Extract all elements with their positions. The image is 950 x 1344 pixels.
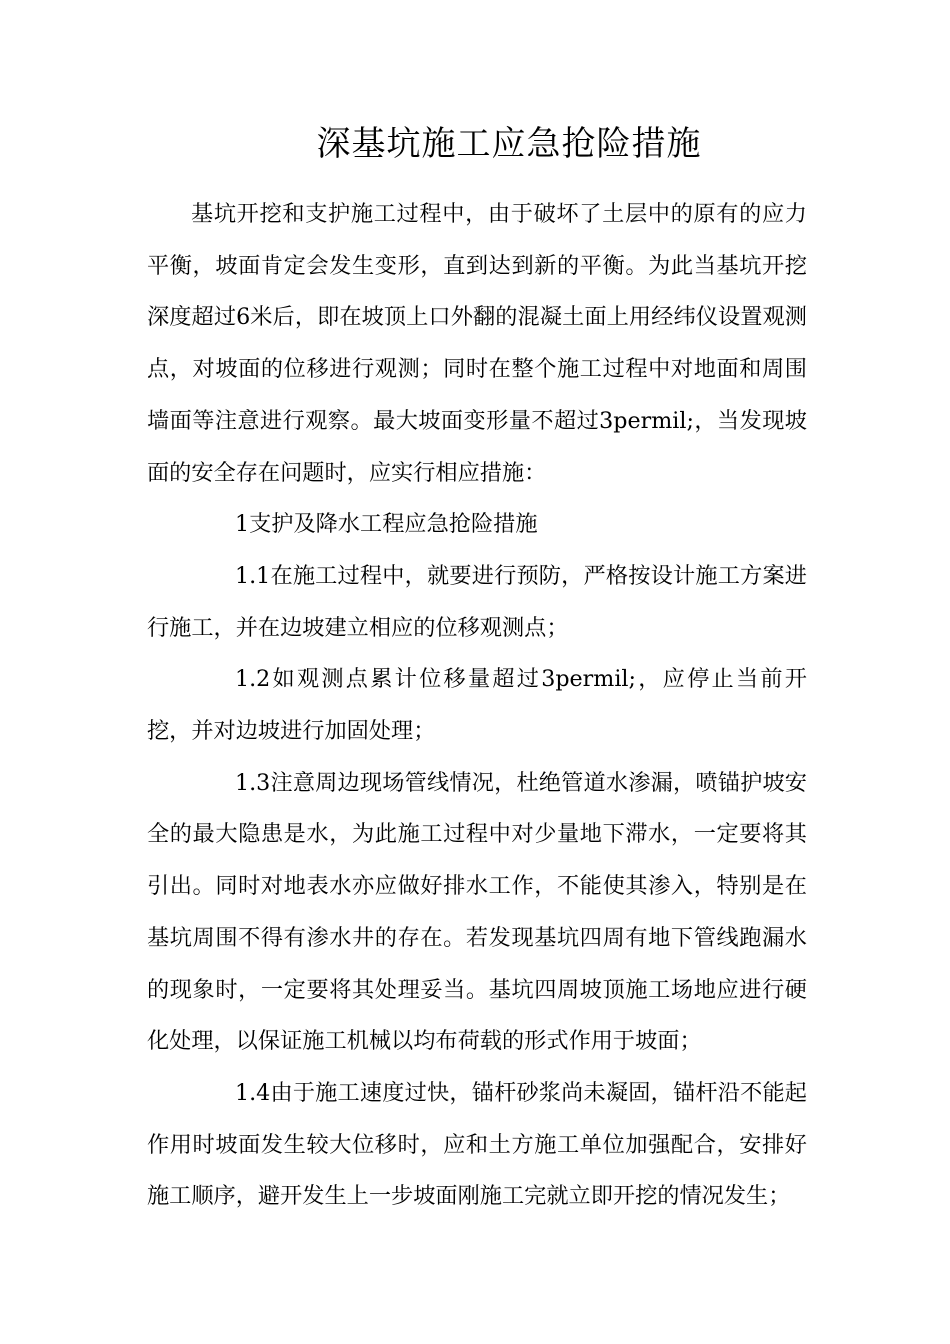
section-heading-1: 1支护及降水工程应急抢险措施 xyxy=(235,511,538,538)
document-body xyxy=(147,189,807,1223)
document-title: 深基坑施工应急抢险措施 xyxy=(316,124,702,164)
paragraph-1-1: 1.1在施工过程中，就要进行预防，严格按设计施工方案进行施工，并在边坡建立相应的位移观测点； xyxy=(147,562,807,641)
paragraph-intro: 基坑开挖和支护施工过程中，由于破坏了土层中的原有的应力平衡，坡面肯定会发生变形，直到达到新的平衡。为此当基坑开挖深度超过6米后，即在坡顶上口外翻的混凝土面上用经纬仪设置观测点，对坡面的位移进行观测；同时在整个施工过程中对地面和周围墙面等注意进行观察。最大坡面变形量不超过3permil;，当发现坡面的安全存在问题时，应实行相应措施： xyxy=(147,201,807,486)
paragraph-1-4: 1.4由于施工速度过快，锚杆砂浆尚未凝固，锚杆沿不能起作用时坡面发生较大位移时，应和土方施工单位加强配合，安排好施工顺序，避开发生上一步坡面刚施工完就立即开挖的情况发生； xyxy=(147,1079,807,1210)
paragraph-1-3: 1.3注意周边现场管线情况，杜绝管道水渗漏，喷锚护坡安全的最大隐患是水，为此施工过程中对少量地下滞水，一定要将其引出。同时对地表水亦应做好排水工作，不能使其渗入，特别是在基坑周围不得有渗水井的存在。若发现基坑四周有地下管线跑漏水的现象时，一定要将其处理妥当。基坑四周坡顶施工场地应进行硬化处理，以保证施工机械以均布荷载的形式作用于坡面； xyxy=(147,769,807,1055)
paragraph-1-2: 1.2如观测点累计位移量超过3permil;，应停止当前开挖，并对边坡进行加固处理； xyxy=(147,666,807,745)
